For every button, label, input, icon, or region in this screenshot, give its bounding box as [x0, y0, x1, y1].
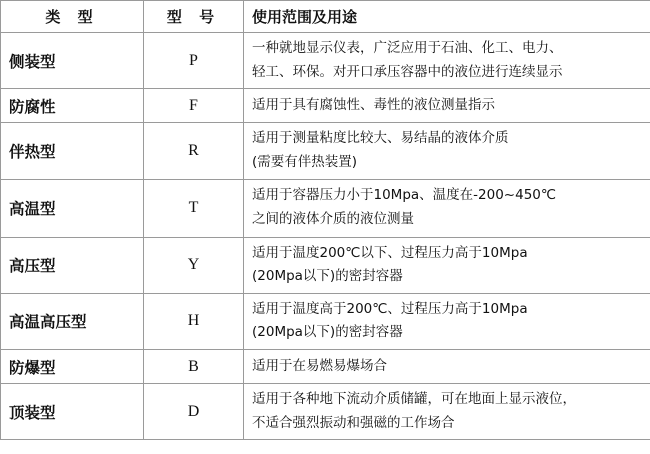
cell-usage — [244, 293, 650, 349]
cell-type: 防腐性 — [1, 89, 144, 123]
usage-line: 适用于容器压力小于10Mpa、温度在-200~450℃ — [252, 187, 557, 204]
cell-model: B — [144, 350, 244, 384]
usage-line: (20Mpa以下)的密封容器 — [252, 324, 403, 341]
cell-model: D — [144, 384, 244, 440]
table-row — [1, 237, 650, 293]
usage-line: (20Mpa以下)的密封容器 — [252, 268, 403, 285]
table-body — [1, 33, 650, 440]
usage-line: 轻工、环保。对开口承压容器中的液位进行连续显示 — [252, 63, 563, 80]
table-header-row — [1, 1, 650, 33]
cell-usage — [244, 33, 650, 89]
cell-usage — [244, 350, 650, 384]
cell-model: H — [144, 293, 244, 349]
cell-model: T — [144, 179, 244, 237]
cell-usage — [244, 179, 650, 237]
column-header-type: 类 型 — [1, 1, 144, 33]
usage-line: 适用于具有腐蚀性、毒性的液位测量指示 — [252, 96, 495, 113]
usage-line: 适用于温度200℃以下、过程压力高于10Mpa — [252, 244, 528, 261]
cell-model: F — [144, 89, 244, 123]
usage-line: 适用于各种地下流动介质储罐，可在地面上显示液位， — [252, 391, 576, 407]
cell-type: 高温型 — [1, 179, 144, 237]
table-row — [1, 89, 650, 123]
cell-usage — [244, 123, 650, 179]
column-header-model: 型 号 — [144, 1, 244, 33]
usage-line: (需要有伴热装置) — [252, 153, 358, 170]
cell-model: R — [144, 123, 244, 179]
cell-type: 高压型 — [1, 237, 144, 293]
table-row — [1, 350, 650, 384]
table-row — [1, 384, 650, 440]
cell-type: 伴热型 — [1, 123, 144, 179]
usage-line: 之间的液体介质的液位测量 — [252, 211, 414, 227]
usage-line: 一种就地显示仪表，广泛应用于石油、化工、电力、 — [252, 40, 563, 56]
table-row — [1, 33, 650, 89]
cell-model: Y — [144, 237, 244, 293]
cell-model: P — [144, 33, 244, 89]
cell-type: 高温高压型 — [1, 293, 144, 349]
column-header-usage: 使用范围及用途 — [244, 1, 650, 33]
table-row — [1, 179, 650, 237]
cell-usage — [244, 384, 650, 440]
usage-line: 适用于测量粘度比较大、易结晶的液体介质 — [252, 130, 509, 147]
table-row — [1, 123, 650, 179]
usage-line: 适用于在易燃易爆场合 — [252, 357, 387, 374]
table-row — [1, 293, 650, 349]
cell-type: 顶装型 — [1, 384, 144, 440]
cell-usage — [244, 89, 650, 123]
cell-usage — [244, 237, 650, 293]
cell-type: 防爆型 — [1, 350, 144, 384]
table-header — [1, 1, 650, 33]
usage-line: 不适合强烈振动和强磁的工作场合 — [252, 414, 455, 431]
usage-line: 适用于温度高于200℃、过程压力高于10Mpa — [252, 300, 528, 317]
cell-type: 侧装型 — [1, 33, 144, 89]
